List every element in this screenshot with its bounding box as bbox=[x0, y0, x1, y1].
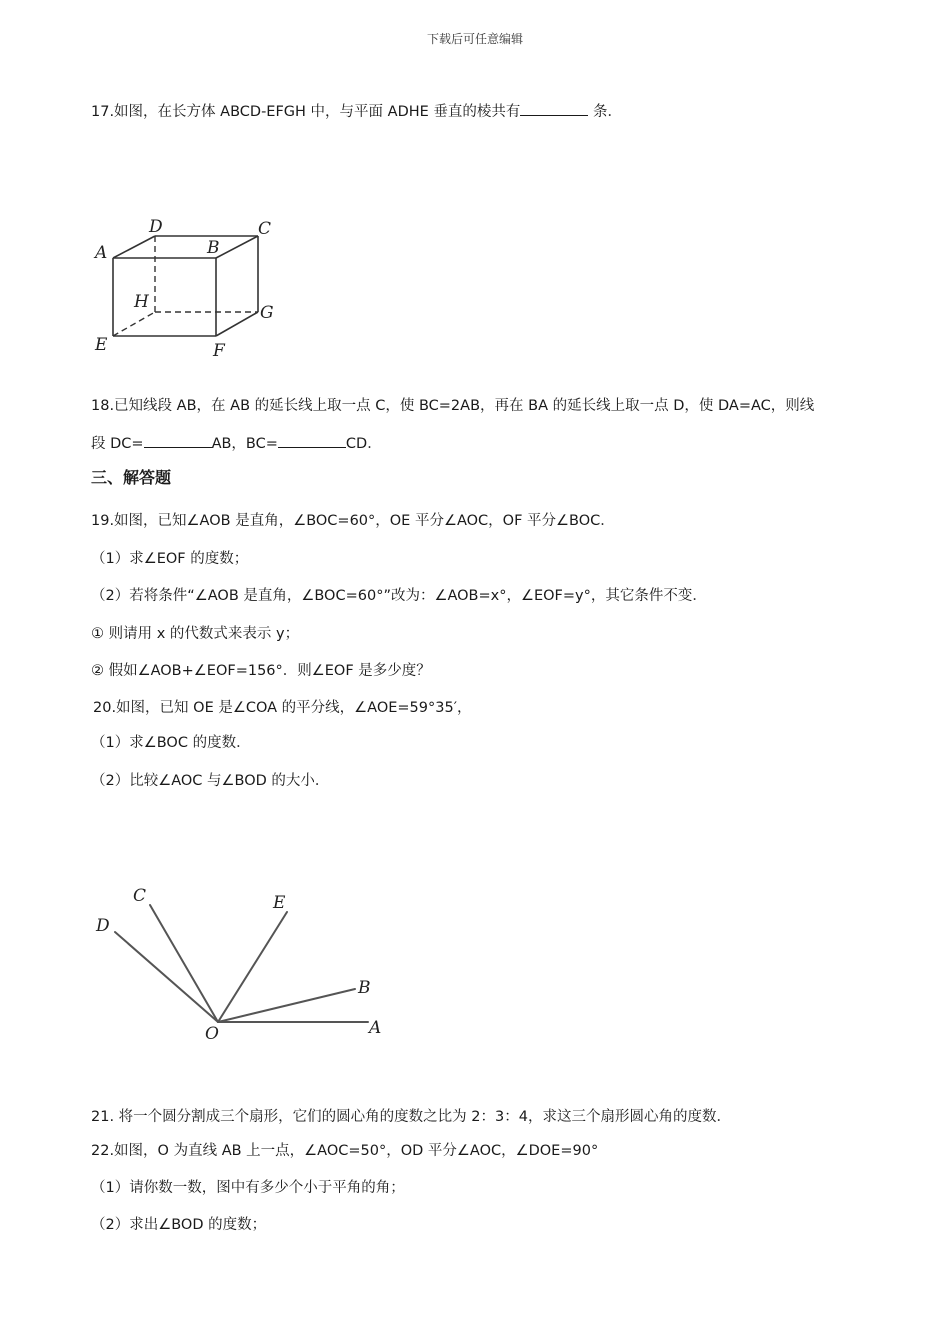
q19-part2: （2）若将条件“∠AOB 是直角，∠BOC=60°”改为：∠AOB=x°，∠EOF=y°，其它条件不变． bbox=[91, 588, 707, 604]
page-header: 下载后可任意编辑 bbox=[426, 32, 523, 46]
label-A: A bbox=[95, 243, 108, 263]
label-O: O bbox=[205, 1024, 219, 1044]
q17-text: 17.如图，在长方体 ABCD‐EFGH 中，与平面 ADHE 垂直的棱共有 bbox=[91, 104, 521, 120]
label-C: C bbox=[133, 886, 147, 906]
label-B: B bbox=[358, 978, 371, 998]
label-B: B bbox=[207, 238, 220, 258]
ray-OE bbox=[218, 912, 287, 1022]
q17-text-end: 条． bbox=[588, 104, 623, 120]
label-F: F bbox=[213, 341, 225, 361]
label-D: D bbox=[149, 217, 163, 237]
q18-line1: 18.已知线段 AB，在 AB 的延长线上取一点 C，使 BC=2AB，再在 BA 的延长线上取一点 D，使 DA=AC，则线 bbox=[91, 398, 815, 414]
q22-stem: 22.如图，O 为直线 AB 上一点，∠AOC=50°，OD 平分∠AOC，∠DOE=90° bbox=[91, 1143, 599, 1159]
q18-dc-label: 段 DC= bbox=[91, 436, 144, 452]
section-title: 三、解答题 bbox=[91, 468, 172, 487]
label-G: G bbox=[260, 303, 274, 323]
ray-OD bbox=[115, 932, 218, 1022]
label-H: H bbox=[134, 292, 149, 312]
q19-stem: 19.如图，已知∠AOB 是直角，∠BOC=60°，OE 平分∠AOC，OF 平分∠BOC． bbox=[91, 513, 615, 529]
label-E: E bbox=[95, 335, 108, 355]
label-D: D bbox=[96, 916, 110, 936]
q20-part2: （2）比较∠AOC 与∠BOD 的大小． bbox=[91, 773, 330, 789]
q19-part1: （1）求∠EOF 的度数； bbox=[91, 551, 249, 567]
q18-cd-label: CD． bbox=[345, 436, 382, 452]
q19-sub2: ② 假如∠AOB+∠EOF=156°．则∠EOF 是多少度？ bbox=[91, 663, 431, 679]
q22-part2: （2）求出∠BOD 的度数； bbox=[91, 1217, 267, 1233]
label-E: E bbox=[273, 893, 286, 913]
q20-part1: （1）求∠BOC 的度数． bbox=[91, 735, 251, 751]
q19-sub1: ① 则请用 x 的代数式来表示 y； bbox=[91, 626, 300, 642]
ray-OC bbox=[150, 905, 218, 1022]
q22-part1: （1）请你数一数，图中有多少个小于平角的角； bbox=[91, 1180, 405, 1196]
label-C: C bbox=[258, 219, 272, 239]
label-A: A bbox=[369, 1018, 382, 1038]
ray-OB bbox=[218, 989, 355, 1022]
q18-bc-label: AB，BC= bbox=[211, 436, 278, 452]
q20-stem: 20.如图，已知 OE 是∠COA 的平分线，∠AOE=59°35′， bbox=[93, 700, 472, 716]
q21-text: 21. 将一个圆分割成三个扇形，它们的圆心角的度数之比为 2：3：4，求这三个扇形圆心角的度数． bbox=[91, 1109, 731, 1125]
